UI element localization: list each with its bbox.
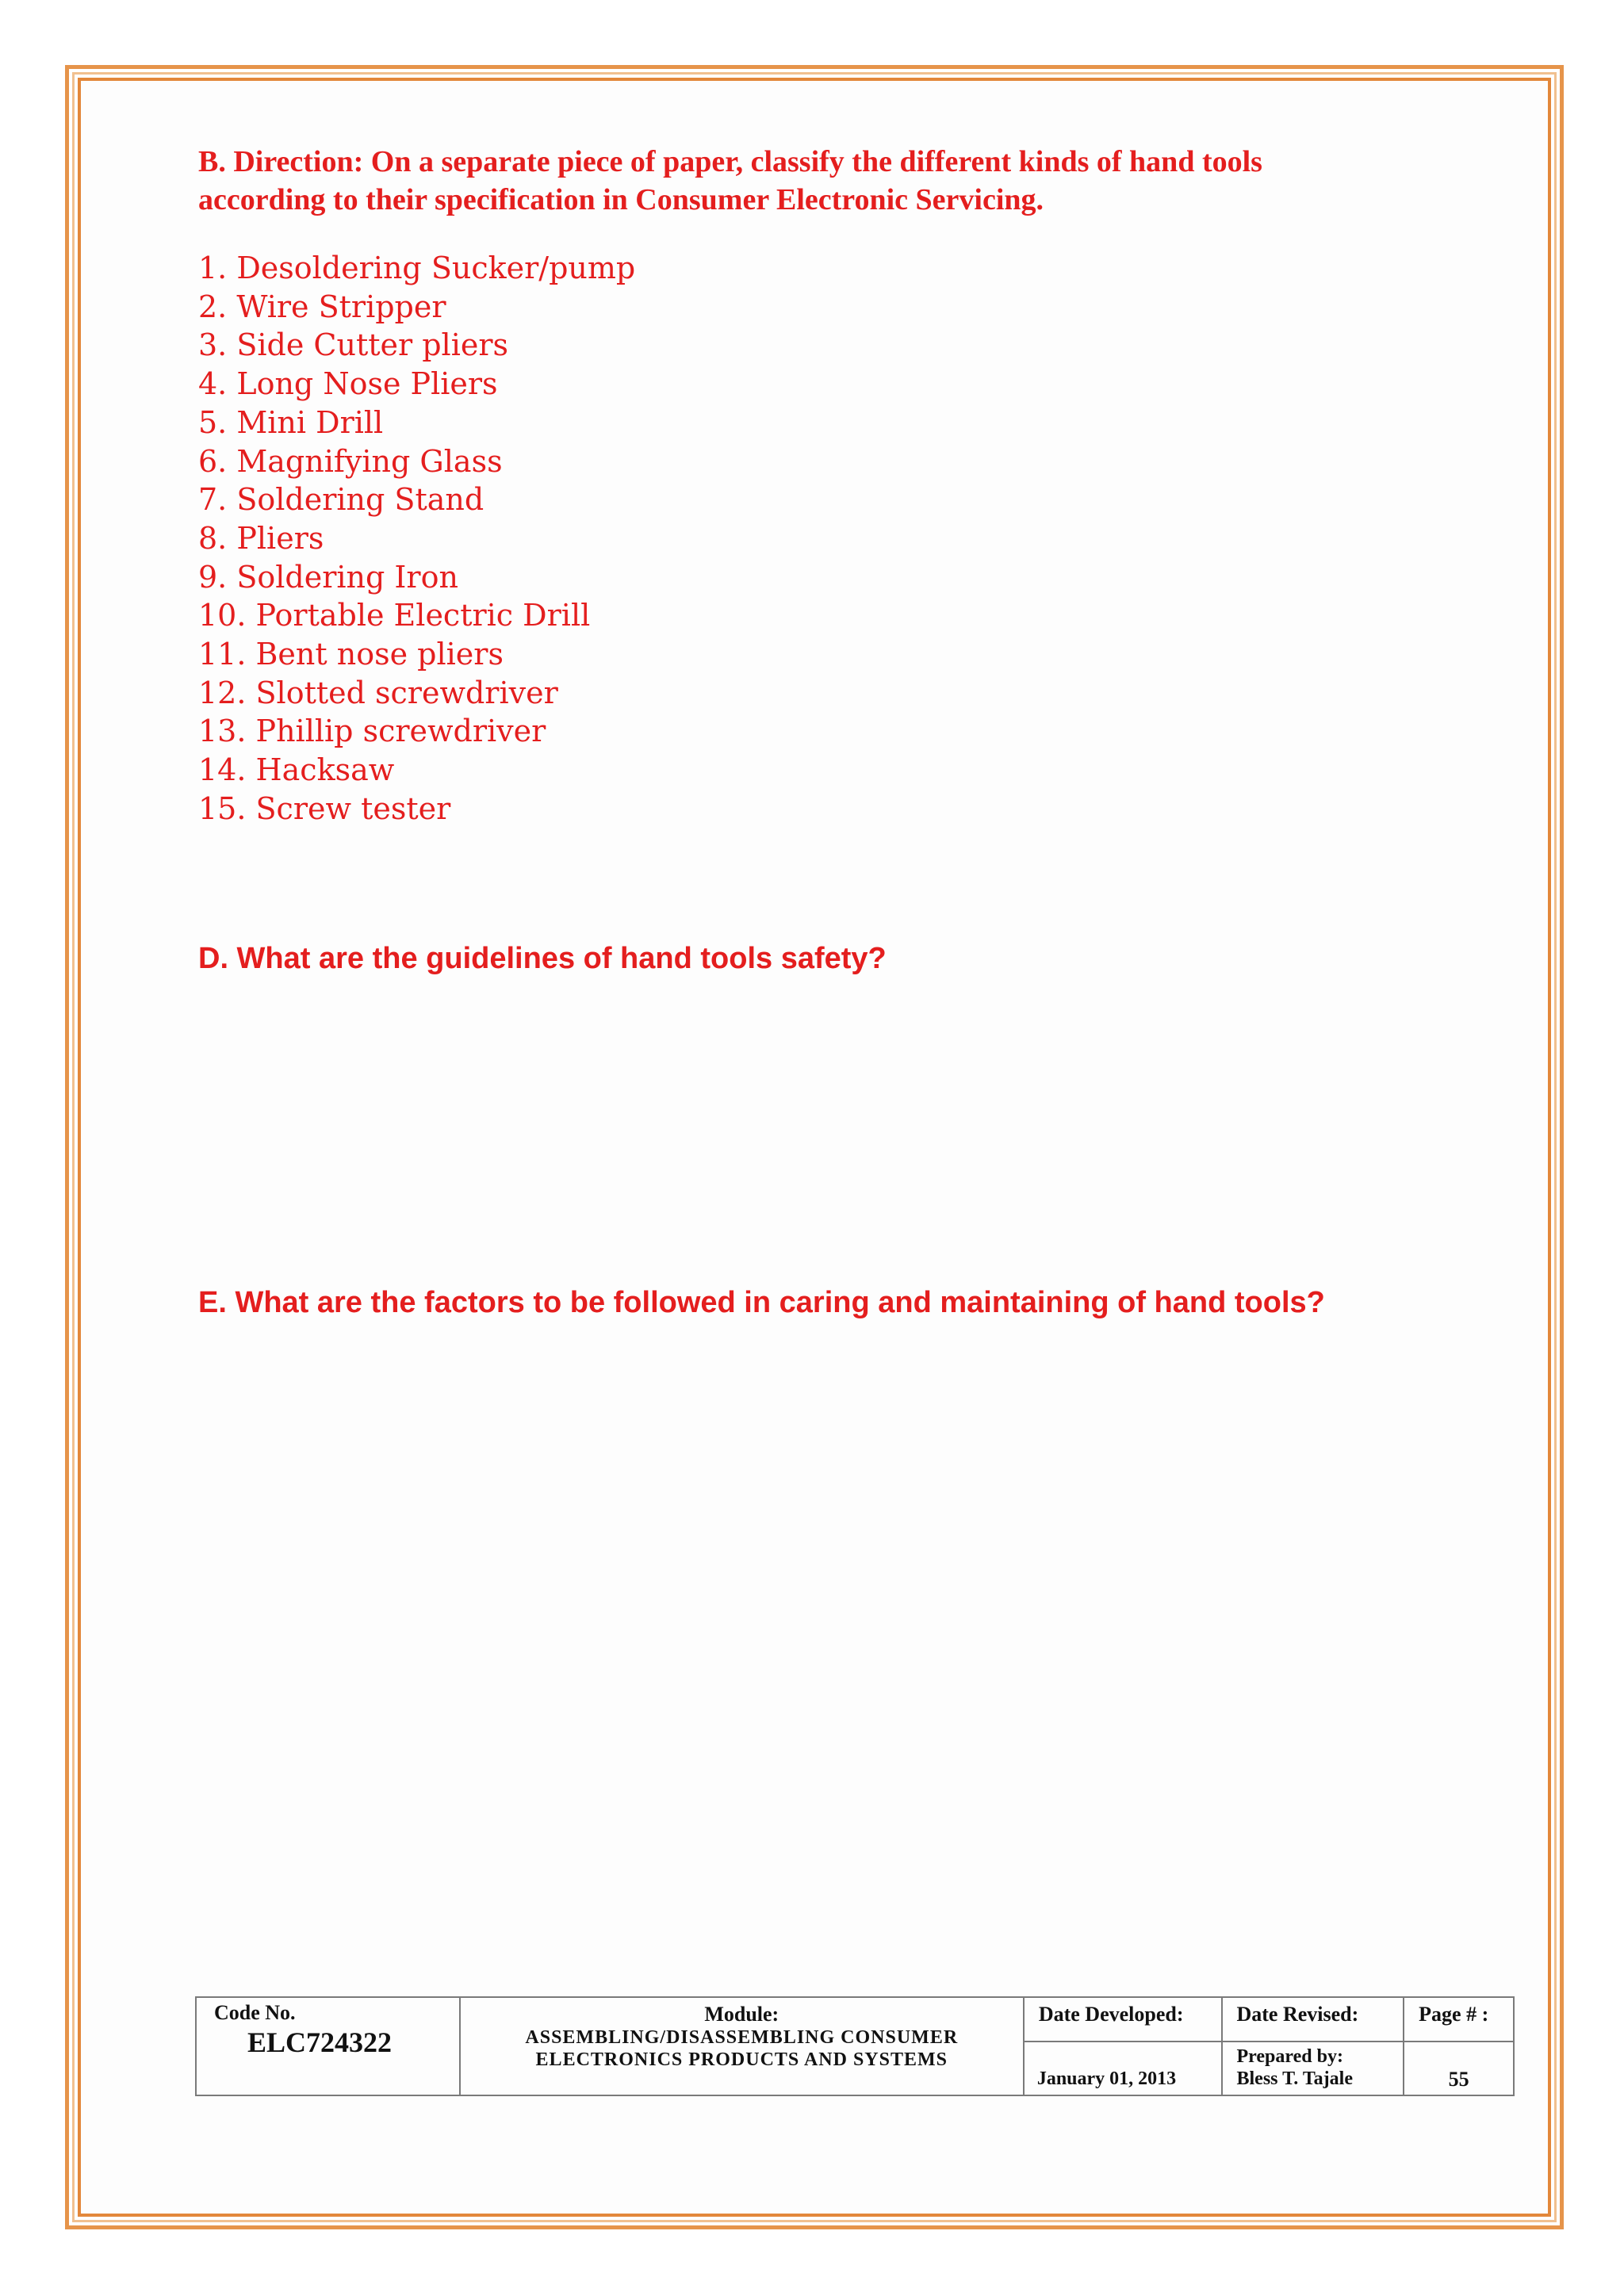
code-value: ELC724322 bbox=[247, 2026, 393, 2058]
list-item: 9. Soldering Iron bbox=[198, 559, 458, 595]
question-d: D. What are the guidelines of hand tools safety? bbox=[198, 942, 887, 975]
module-label: Module: bbox=[704, 2003, 779, 2026]
hand-tools-list bbox=[198, 249, 635, 828]
list-item: 8. Pliers bbox=[198, 520, 324, 556]
list-item: 10. Portable Electric Drill bbox=[198, 598, 591, 633]
date-developed-value: January 01, 2013 bbox=[1024, 2042, 1222, 2095]
list-item: 11. Bent nose pliers bbox=[198, 637, 504, 672]
question-e: E. What are the factors to be followed in caring and maintaining of hand tools? bbox=[198, 1286, 1325, 1319]
direction-line-2: according to their specification in Consumer Electronic Servicing. bbox=[198, 183, 1044, 216]
code-cell bbox=[196, 1997, 460, 2095]
list-item: 7. Soldering Stand bbox=[198, 482, 485, 518]
list-item: 12. Slotted screwdriver bbox=[198, 675, 558, 710]
direction-line-1: B. Direction: On a separate piece of paper, classify the different kinds of hand tools bbox=[198, 145, 1262, 178]
prepared-by-value: Bless T. Tajale bbox=[1236, 2068, 1353, 2089]
module-line-2: ELECTRONICS PRODUCTS AND SYSTEMS bbox=[535, 2049, 948, 2070]
list-item: 5. Mini Drill bbox=[198, 404, 384, 440]
module-cell bbox=[460, 1997, 1024, 2095]
list-item: 3. Side Cutter pliers bbox=[198, 327, 509, 363]
document-footer-table bbox=[195, 1996, 1515, 2096]
list-item: 14. Hacksaw bbox=[198, 752, 395, 788]
prepared-by-cell bbox=[1222, 2042, 1404, 2095]
date-developed-label: Date Developed: bbox=[1024, 1997, 1222, 2042]
module-line-1: ASSEMBLING/DISASSEMBLING CONSUMER bbox=[525, 2027, 959, 2048]
list-item: 15. Screw tester bbox=[198, 790, 451, 826]
date-revised-label: Date Revised: bbox=[1222, 1997, 1404, 2042]
list-item: 1. Desoldering Sucker/pump bbox=[198, 251, 636, 285]
list-item: 4. Long Nose Pliers bbox=[198, 366, 498, 402]
list-item: 2. Wire Stripper bbox=[198, 289, 446, 324]
list-item: 13. Phillip screwdriver bbox=[198, 714, 546, 749]
list-item: 6. Magnifying Glass bbox=[198, 443, 503, 479]
prepared-by-label: Prepared by: bbox=[1236, 2046, 1343, 2067]
code-label: Code No. bbox=[214, 2001, 296, 2024]
page-label: Page # : bbox=[1404, 1997, 1514, 2042]
page-number: 55 bbox=[1404, 2042, 1514, 2095]
direction-instruction bbox=[198, 143, 1429, 219]
